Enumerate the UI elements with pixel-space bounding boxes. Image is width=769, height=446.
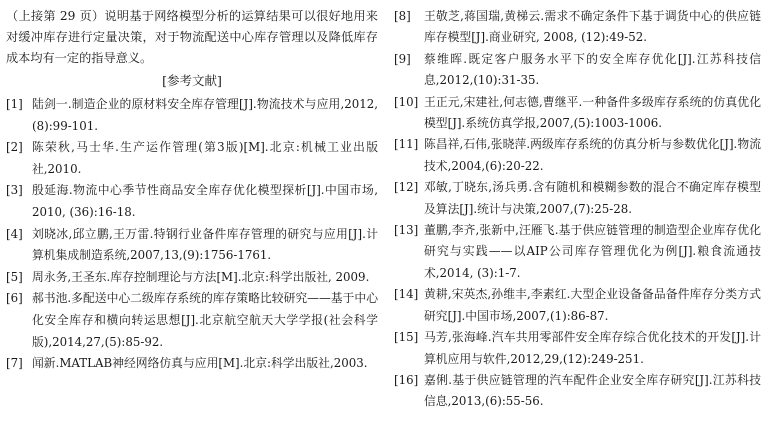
reference-list-right bbox=[394, 6, 761, 413]
reference-item bbox=[394, 6, 761, 49]
reference-number: [15] bbox=[394, 330, 419, 345]
reference-number: [7] bbox=[6, 356, 23, 371]
reference-item bbox=[6, 94, 378, 137]
reference-text: 周永务,王圣东.库存控制理论与方法[M].北京:科学出版社, 2009. bbox=[32, 269, 370, 284]
reference-number: [10] bbox=[394, 94, 419, 109]
reference-item bbox=[6, 267, 378, 289]
reference-text: 董鹏,李齐,张新中,汪雁飞.基于供应链管理的制造型企业库存优化研究与实践——以AIP公司库存管理优化为例[J].粮食流通技术,2014, (3):1-7. bbox=[424, 223, 761, 280]
reference-text: 马芳,张海峰.汽车共用零部件安全库存综合优化技术的开发[J].计算机应用与软件,2012,29,(12):249-251. bbox=[424, 330, 761, 366]
reference-number: [14] bbox=[394, 287, 419, 302]
reference-text: 蔡维晖.既定客户服务水平下的安全库存优化[J].江苏科技信息,2012,(10):31-35. bbox=[424, 51, 761, 88]
reference-number: [13] bbox=[394, 223, 419, 238]
reference-item bbox=[394, 177, 761, 220]
reference-item bbox=[394, 92, 761, 135]
references-heading: [参考文献] bbox=[162, 73, 222, 88]
reference-text: 陈荣秋,马士华.生产运作管理(第3版)[M].北京:机械工业出版社,2010. bbox=[32, 140, 378, 176]
reference-item bbox=[394, 134, 761, 177]
reference-text: 嘉俐.基于供应链管理的汽车配件企业安全库存研究[J].江苏科技信息,2013,(6):55-56. bbox=[424, 372, 761, 409]
reference-item bbox=[394, 370, 761, 413]
reference-item bbox=[6, 137, 378, 180]
reference-text: 陆剑一.制造企业的原材料安全库存管理[J].物流技术与应用,2012,(8):99-101. bbox=[32, 97, 378, 133]
reference-list-left bbox=[6, 94, 378, 375]
reference-number: [16] bbox=[394, 372, 419, 387]
reference-number: [2] bbox=[6, 140, 23, 155]
reference-text: 殷延海.物流中心季节性商品安全库存优化模型探析[J].中国市场, 2010, (36):16-18. bbox=[32, 183, 378, 219]
reference-text: 郝书池.多配送中心二级库存系统的库存策略比较研究——基于中心化安全库存和横向转运思想[J].北京航空航天大学学报(社会科学版),2014,27,(5):85-92. bbox=[32, 291, 378, 349]
reference-number: [9] bbox=[394, 51, 411, 66]
left-column bbox=[0, 0, 384, 446]
reference-text: 王正元,宋建社,何志德,曹继平.一种备件多级库存系统的仿真优化模型[J].系统仿真学报,2007,(5):1003-1006. bbox=[424, 94, 761, 131]
reference-text: 王敬芝,蒋国瑞,黄梯云.需求不确定条件下基于调货中心的供应链库存模型[J].商业研究, 2008, (12):49-52. bbox=[424, 9, 761, 45]
reference-item bbox=[394, 284, 761, 327]
intro-paragraph: （上接第 29 页）说明基于网络模型分析的运算结果可以很好地用来对缓冲库存进行定量决策，对于物流配送中心库存管理以及降低库存成本均有一定的指导意义。 bbox=[6, 9, 378, 65]
reference-number: [1] bbox=[6, 97, 23, 111]
reference-text: 黄耕,宋英杰,孙维丰,李素红.大型企业设备备品备件库存分类方式研究[J].中国市场,2007,(1):86-87. bbox=[424, 287, 761, 323]
reference-item bbox=[6, 353, 378, 375]
reference-number: [3] bbox=[6, 183, 23, 198]
reference-number: [4] bbox=[6, 226, 23, 241]
right-column bbox=[384, 0, 769, 446]
reference-number: [8] bbox=[394, 9, 411, 23]
reference-item bbox=[6, 224, 378, 267]
reference-item bbox=[6, 180, 378, 223]
reference-item bbox=[6, 288, 378, 353]
reference-text: 陈昌祥,石伟,张晓萍.两级库存系统的仿真分析与参数优化[J].物流技术,2004,(6):20-22. bbox=[424, 137, 761, 173]
reference-number: [6] bbox=[6, 291, 23, 306]
reference-item bbox=[394, 220, 761, 284]
reference-text: 刘晓冰,邱立鹏,王万雷.特钢行业备件库存管理的研究与应用[J].计算机集成制造系统,2007,13,(9):1756-1761. bbox=[32, 226, 378, 263]
reference-item bbox=[394, 49, 761, 92]
reference-number: [5] bbox=[6, 269, 23, 284]
reference-number: [11] bbox=[394, 137, 419, 152]
reference-number: [12] bbox=[394, 180, 419, 195]
reference-text: 闻新.MATLAB神经网络仿真与应用[M].北京:科学出版社,2003. bbox=[32, 356, 368, 371]
reference-text: 邓敏,丁晓东,汤兵勇.含有随机和模糊参数的混合不确定库存模型及算法[J].统计与决策,2007,(7):25-28. bbox=[424, 180, 761, 216]
reference-item bbox=[394, 327, 761, 370]
